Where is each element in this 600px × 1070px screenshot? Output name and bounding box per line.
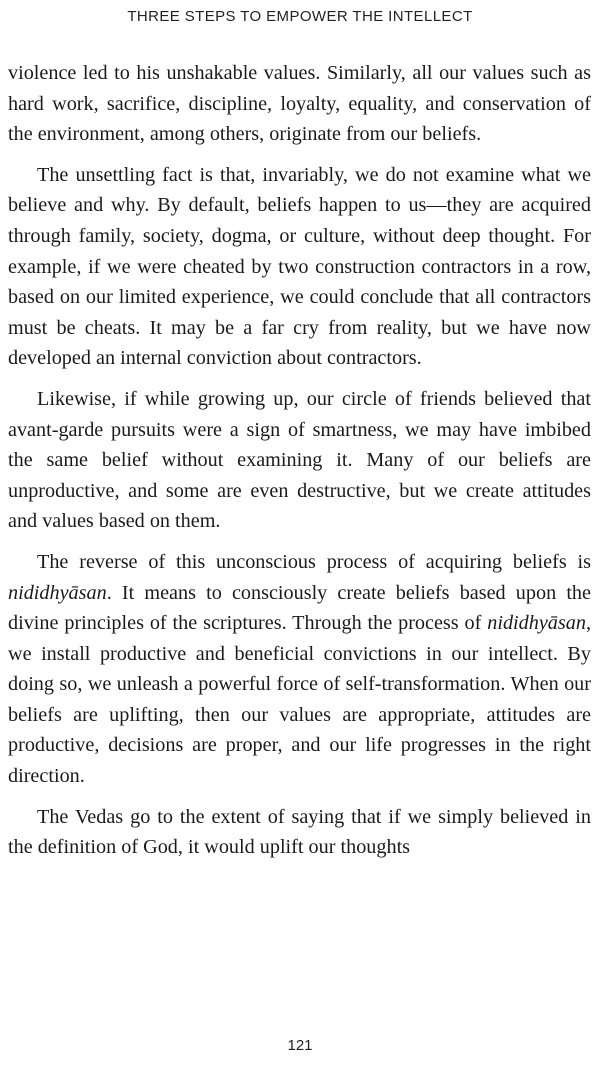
paragraph-5: The Vedas go to the extent of saying that if we simply believed in the definition of God, it would uplift our thoughts	[8, 805, 591, 859]
running-header: THREE STEPS TO EMPOWER THE INTELLECT	[127, 8, 473, 25]
page-number: 121	[287, 1037, 313, 1054]
page-body	[8, 58, 591, 873]
paragraph-4-text: The reverse of this unconscious process of acquiring beliefs is	[37, 550, 591, 573]
paragraph-4-text: . It means to consciously create beliefs based upon the divine principles of the scriptures. Through the process of	[8, 581, 591, 635]
italic-term: nididhyāsan	[8, 581, 107, 604]
paragraph-3: Likewise, if while growing up, our circle of friends believed that avant-garde pursuits were a sign of smartness, we may have imbibed the same belief without examining it. Many of our beliefs are unproductive, and some are even destructive, but we create attitudes and values based on them.	[8, 387, 591, 533]
paragraph-2: The unsettling fact is that, invariably, we do not examine what we believe and why. By default, beliefs happen to us—they are acquired through family, society, dogma, or culture, without deep thought. For example, if we were cheated by two construction contractors in a row, based on our limited experience, we could conclude that all contractors must be cheats. It may be a far cry from reality, but we have now developed an internal conviction about contractors.	[8, 163, 591, 370]
paragraph-1: violence led to his unshakable values. Similarly, all our values such as hard work, sacrifice, discipline, loyalty, equality, and conservation of the environment, among others, originate from our beliefs.	[8, 62, 591, 146]
italic-term: nididhyāsan	[487, 612, 586, 635]
paragraph-4-text: , we install productive and beneficial convictions in our intellect. By doing so, we unleash a powerful force of self-transformation. When our beliefs are uplifting, then our values are appropriate, attitudes are productive, decisions are proper, and our life progresses in the right direction.	[8, 612, 591, 788]
paragraph-4	[8, 547, 591, 792]
